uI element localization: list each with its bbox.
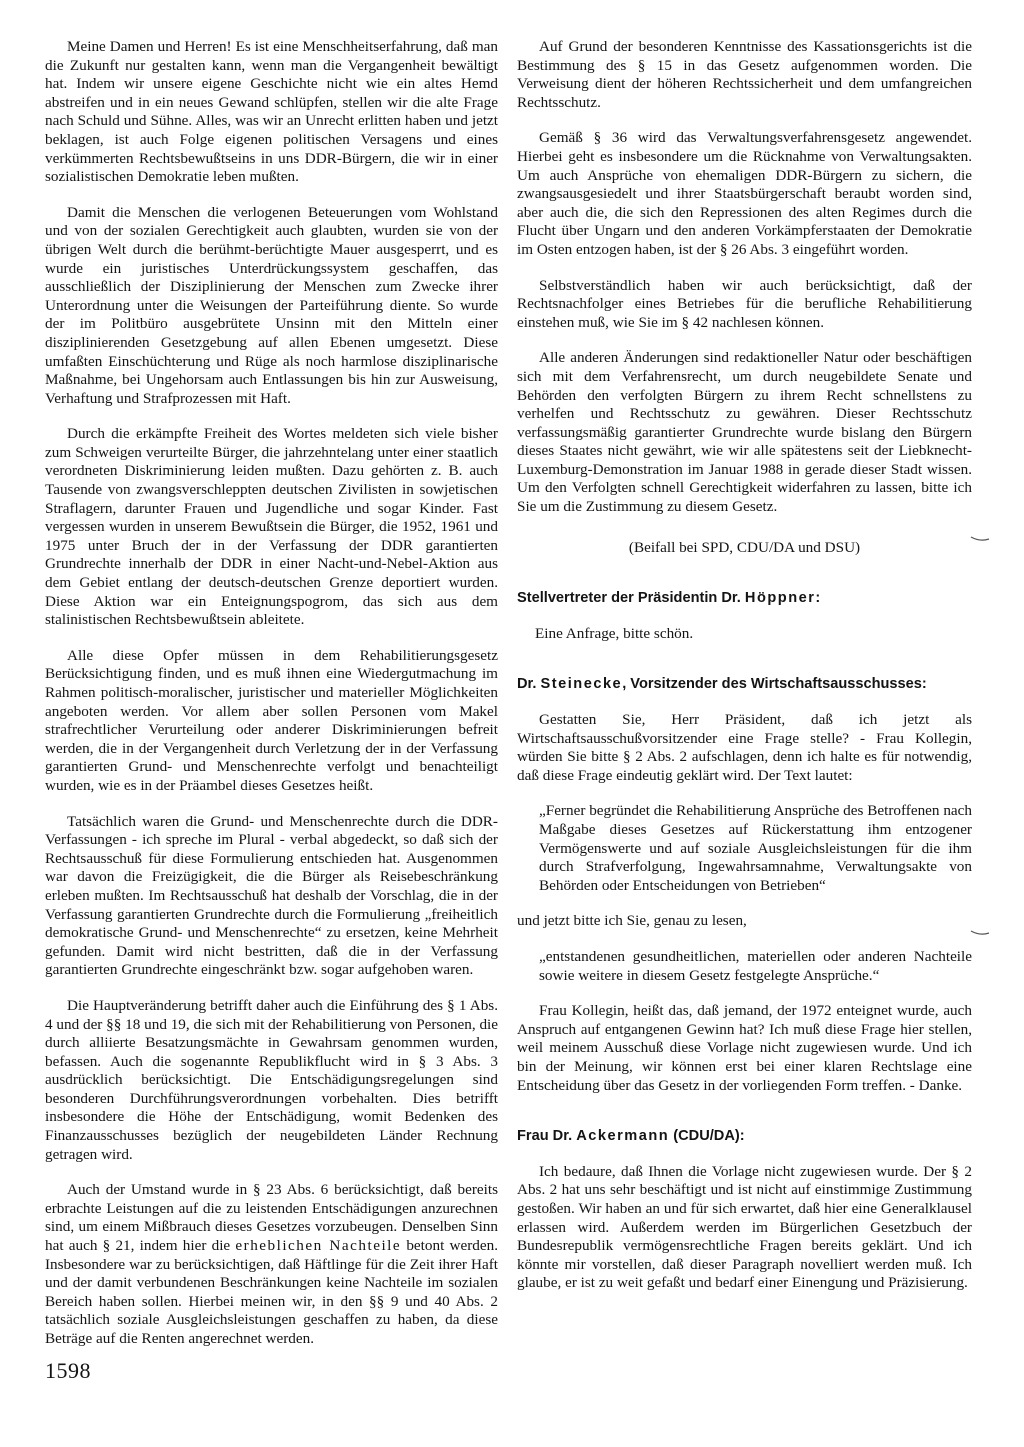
left-paragraph-2: Damit die Menschen die verlogenen Beteuerungen vom Wohlstand und von der sozialen Gerechtigkeit auch glaubten, wurden sie von der übrigen Welt durch die berühmt-berüchtigte Mauer ausgesperrt, und es wurde ein juristisches Unterdrückungssystem geschaffen, das ausschließlich der Disziplinierung der Menschen zum Zwecke ihrer Unterordnung unter die Weisungen der Parteiführung diente. So wurde der im Politbüro ausgebrütete Unsinn mit den Mitteln einer disziplinierenden Gesetzgebung auf allen Ebenen umgesetzt. Diese umfaßten Einschüchterung und Rüge als noch harmlose disziplinarische Maßnahme, bei Ungehorsam auch Entlassungen bis hin zur Ausweisung, Verhaftung und Strafprozessen mit Haft.	[45, 203, 498, 407]
speaker-2-prefix: Dr.	[517, 676, 541, 693]
speaker-3-suffix: (CDU/DA):	[669, 1128, 745, 1145]
left-paragraph-7-part-2: betont werden. Insbesondere war zu berücksichtigen, daß Häftlinge für die Zeit ihrer Haft und der damit verbundenen Beschränkungen keine Nachteile im sozialen Bereich haben sollen. Hierbei meinen wir, in den §§ 9 und 40 Abs. 2 tatsächlich soziale Ausgleichsleistungen geschaffen zu haben, da diese Beträge auf die Renten angerechnet werden.	[45, 1237, 498, 1347]
quotation-1: „Ferner begründet die Rehabilitierung Ansprüche des Betroffenen nach Maßgabe dieses Gesetzes auf Rückerstattung ihm entzogener Vermögenswerte und auf soziale Ausgleichsleistungen für die ihm durch Strafverfolgung, Ingewahrsamnahme, Verwaltungsakte von Behörden oder Entscheidungen von Betrieben“	[539, 802, 972, 894]
right-column	[517, 38, 972, 1310]
speaker-1-suffix: :	[815, 590, 821, 607]
speaker-2-text-1: Gestatten Sie, Herr Präsident, daß ich jetzt als Wirtschaftsausschußvorsitzender eine Frage stelle? - Frau Kollegin, würden Sie bitte § 2 Abs. 2 aufschlagen, denn ich halte es für notwendig, daß diese Frage eindeutig geklärt wird. Der Text lautet:	[517, 711, 972, 784]
right-paragraph-2: Gemäß § 36 wird das Verwaltungsverfahrensgesetz angewendet. Hierbei geht es insbesondere um die Rücknahme von Verwaltungsakten. Um auch Ansprüche von ehemaligen DDR-Bürgern zu sichern, die zwangsausgesiedelt und ihrer Staatsbürgerschaft beraubt worden sind, aber auch die, die sich den Repressionen des alten Regimes durch die Flucht über Ungarn und den anderen Vorkämpferstaaten der Demokratie im Osten entzogen haben, ist der § 26 Abs. 3 eingeführt worden.	[517, 129, 972, 258]
left-paragraph-6: Die Hauptveränderung betrifft daher auch die Einführung des § 1 Abs. 4 und der §§ 18 und 19, die sich mit der Rehabilitierung von Personen, die durch alliierte Besatzungsmächte in Gewahrsam genommen wurden, befassen. Auch die sogenannte Republikflucht wird in § 3 Abs. 3 ausdrücklich berücksichtigt. Die Entschädigungsregelungen sind besonderen Durchführungsverordnungen vorbehalten. Dies betrifft insbesondere die Höhe der Entschädigung, womit Bedenken des Finanzausschusses bezüglich der neugebildeten Länder Rechnung getragen wird.	[45, 996, 499, 1163]
left-paragraph-7-part-1: Auch der Umstand wurde in § 23 Abs. 6 berücksichtigt, daß bereits erbrachte Leistungen auf die zu leistenden Entschädigungen anzurechnen sind, um einem Mißbrauch dieses Gesetzes vorzubeugen. Denselben Sinn hat auch § 21, indem hier die	[45, 1181, 498, 1255]
speaker-2-text-2: Frau Kollegin, heißt das, daß jemand, der 1972 enteignet wurde, auch Anspruch auf entgangenen Gewinn hat? Ich muß diese Frage hier stellen, weil meinem Ausschuß diese Vorlage nicht zugewiesen wurde. Und ich bin der Meinung, wir können erst bei einer klaren Rechtslage eine Entscheidung über das Gesetz in der vorliegenden Form treffen. - Danke.	[517, 1002, 972, 1094]
left-paragraph-1: Meine Damen und Herren! Es ist eine Menschheitserfahrung, daß man die Zukunft nur gestalten kann, wenn man die Vergangenheit bewältigt hat. Indem wir unsere eigene Geschichte nicht wie ein altes Hemd abstreifen und in ein neues Gewand schlüpfen, stellen wir die alte Frage nach Schuld und Sühne. Alles, was wir an Unrecht erlitten haben und jetzt beklagen, ist auch Folge eigenen politischen Versagens und eines verkümmerten Rechtsbewußtseins in uns DDR-Bürgern, die wir in einer sozialistischen Demokratie leben mußten.	[45, 38, 498, 186]
speaker-1-text: Eine Anfrage, bitte schön.	[535, 624, 694, 642]
speaker-3-prefix: Frau Dr.	[517, 1128, 577, 1145]
left-paragraph-4: Alle diese Opfer müssen in dem Rehabilitierungsgesetz Berücksichtigung finden, und es muß ihnen eine Wiedergutmachung im Rahmen politisch-moralischer, juristischer und materieller Möglichkeiten angeboten werden. Vor allem aber sollen Personen vom Makel strafrechtlicher Verurteilung oder anderer Diskriminierungen befreit werden, die in der Vergangenheit durch Verletzung der in der Verfassung garantierten Grund- und Menschenrechte verfolgt und benachteiligt wurden, wie es in der Präambel dieses Gesetzes heißt.	[45, 646, 498, 794]
speaker-heading-steinecke	[517, 675, 972, 694]
margin-tick-mark	[970, 930, 990, 936]
speaker-2-name: Steinecke	[540, 676, 623, 693]
left-paragraph-3: Durch die erkämpfte Freiheit des Wortes meldeten sich viele bisher zum Schweigen verurteilte Bürger, die jahrzehntelang unter einer staatlich verordneten Diskriminierung leiden mußten. Dazu gehörten z. B. auch Tausende von zwangsverschleppten deutschen Zivilisten in sowjetischen Straflagern, darunter Frauen und Jugendliche und sogar Kinder. Fast vergessen wurden in unserem Bewußtsein die Bürger, die 1952, 1961 und 1975 unter Bruch der in der Verfassung der DDR garantierten Grundrechte innerhalb der DDR in einer Nacht-und-Nebel-Aktion aus dem Gebiet entlang der deutsch-deutschen Grenze deportiert wurden. Diese Aktion war ein Enteignungspogrom, das sich aus dem stalinistischen Rechtsbewußtsein ableitete.	[45, 425, 498, 629]
page-number: 1598	[45, 1358, 91, 1383]
speaker-1-prefix: Stellvertreter der Präsidentin Dr.	[517, 590, 745, 607]
applause-note: (Beifall bei SPD, CDU/DA und DSU)	[628, 538, 861, 556]
speaker-1-name: Höppner	[744, 590, 816, 607]
quotation-2: „entstandenen gesundheitlichen, materiellen oder anderen Nachteile sowie weitere in diesem Gesetz festgelegte Ansprüche.“	[539, 947, 972, 984]
left-paragraph-7	[45, 1181, 498, 1348]
speaker-2-suffix: , Vorsitzender des Wirtschaftsausschusses:	[622, 676, 927, 693]
right-paragraph-1: Auf Grund der besonderen Kenntnisse des Kassationsgerichts ist die Bestimmung des § 15 in das Gesetz aufgenommen worden. Die Verweisung dient der höheren Rechtssicherheit und dem umfangreichen Rechtsschutz.	[517, 38, 972, 111]
left-paragraph-5: Tatsächlich waren die Grund- und Menschenrechte durch die DDR-Verfassungen - ich spreche im Plural - verbal abgedeckt, so daß sich der Rechtsausschuß für diese Formulierung entschieden hat. Ausgenommen war davon die Freizügigkeit, die die Bürger als Reisebeschränkung erleben mußten. Im Rechtsausschuß hat deshalb der Vorschlag, die in der Verfassung garantierten Grundrechte durch die Formulierung „freiheitlich demokratische Grund- und Menschenrechte“ zu ersetzen, keine Mehrheit gefunden. Damit wird nicht bestritten, daß die in der Verfassung garantierten Grundrechte eingeschränkt bzw. sogar aufgehoben waren.	[45, 812, 498, 979]
speaker-3-text: Ich bedaure, daß Ihnen die Vorlage nicht zugewiesen wurde. Der § 2 Abs. 2 hat uns sehr beschäftigt und ist nicht auf einstimmige Zustimmung gestoßen. Wir haben an und für sich erwartet, daß hier eine Generalklausel erlassen wird. Außerdem werden im Bürgerlichen Gesetzbuch der Bundesrepublik vermögensrechtliche Fragen bereits geklärt. Und ich könnte mir vorstellen, daß dieser Paragraph novelliert werden muß. Ich glaube, er ist zu weit gefaßt und bedarf einer Einengung und Präzisierung.	[517, 1162, 972, 1292]
bridge-sentence: und jetzt bitte ich Sie, genau zu lesen,	[517, 912, 747, 930]
margin-tick-mark	[970, 536, 990, 542]
left-column	[45, 38, 498, 1366]
right-paragraph-3: Selbstverständlich haben wir auch berücksichtigt, daß der Rechtsnachfolger eines Betriebes für die berufliche Rehabilitierung einstehen muß, wie Sie im § 42 nachlesen können.	[517, 276, 972, 331]
right-paragraph-4: Alle anderen Änderungen sind redaktioneller Natur oder beschäftigen sich mit dem Verfahrensrecht, um durch neugebildete Senate und Behörden den verfolgten Bürgern zu ihrem Recht schnellstens zu verhelfen und Rechtsschutz zu gewähren. Dieser Rechtsschutz verfassungsmäßig garantierter Grundrechte wurde bislang den Bürgern dieses Staates nicht gewährt, wie wir alle spätestens seit der Liebknecht-Luxemburg-Demonstration im Januar 1988 in gerade dieser Stadt wissen. Um den Verfolgten schnell Gerechtigkeit widerfahren zu lassen, bitte ich Sie um die Zustimmung zu diesem Gesetz.	[517, 349, 972, 516]
speaker-heading-hoeppner	[517, 589, 972, 608]
speaker-heading-ackermann	[517, 1127, 972, 1146]
emphasized-term: erheblichen Nachteile	[235, 1237, 402, 1255]
speaker-3-name: Ackermann	[576, 1128, 670, 1145]
